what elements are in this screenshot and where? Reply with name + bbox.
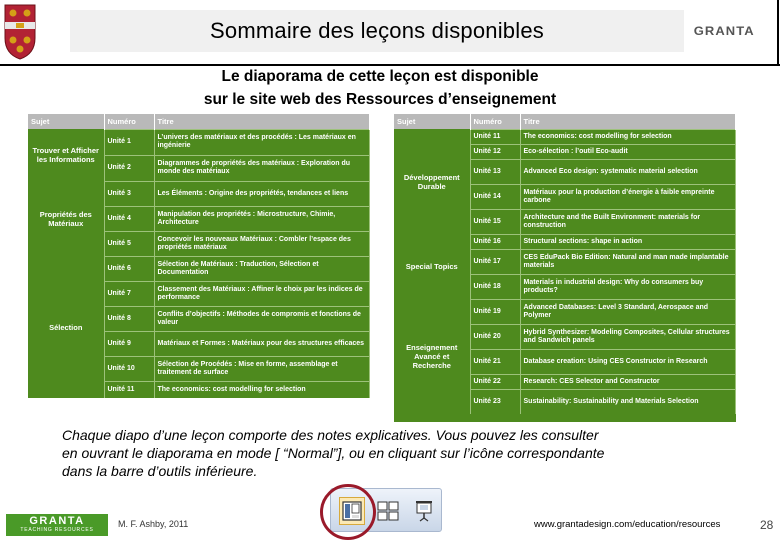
- slide-show-button[interactable]: [411, 497, 437, 525]
- lesson-title: Database creation: Using CES Constructor in Research: [520, 349, 736, 374]
- unit-number: Unité 1: [104, 129, 154, 155]
- lesson-title: Materials in industrial design: Why do consumers buy products?: [520, 274, 736, 299]
- page-number: 28: [760, 518, 774, 532]
- unit-number: Unité 14: [470, 184, 520, 209]
- lesson-title: Classement des Matériaux : Affiner le choix par les indices de performance: [154, 281, 370, 306]
- unit-number: Unité 13: [470, 159, 520, 184]
- unit-number: Unité 16: [470, 234, 520, 249]
- column-header-number: Numéro: [104, 114, 154, 129]
- unit-number: Unité 8: [104, 306, 154, 331]
- unit-number: Unité 10: [104, 356, 154, 381]
- slide-sorter-button[interactable]: [375, 497, 401, 525]
- header-divider: [0, 64, 780, 66]
- lesson-title: Sélection de Procédés : Mise en forme, assemblage et traitement de surface: [154, 356, 370, 381]
- granta-logo-tagline: TEACHING RESOURCES: [20, 527, 94, 533]
- column-header-title: Titre: [520, 114, 736, 129]
- title-bar: [70, 10, 684, 52]
- author-credit: M. F. Ashby, 2011: [118, 519, 189, 529]
- lesson-title: Hybrid Synthesizer: Modeling Composites, Cellular structures and Sandwich panels: [520, 324, 736, 349]
- column-header-title: Titre: [154, 114, 370, 129]
- unit-number: Unité 4: [104, 206, 154, 231]
- unit-number: Unité 9: [104, 331, 154, 356]
- lesson-title: Manipulation des propriétés : Microstructure, Chimie, Architecture: [154, 206, 370, 231]
- page-title: Sommaire des leçons disponibles: [210, 18, 544, 43]
- lesson-title: Structural sections: shape in action: [520, 234, 736, 249]
- subtitle-line-2: sur le site web des Ressources d’enseignement: [203, 91, 557, 108]
- lesson-title: Matériaux et Formes : Matériaux pour des structures efficaces: [154, 331, 370, 356]
- unit-number: Unité 20: [470, 324, 520, 349]
- subject-cell: Propriétés des Matériaux: [28, 181, 104, 256]
- unit-number: Unité 3: [104, 181, 154, 206]
- slide-sorter-icon: [377, 501, 399, 521]
- lesson-title: Sustainability: Sustainability and Materials Selection: [520, 389, 736, 414]
- granta-logo-top: GRANTA: [693, 24, 755, 38]
- unit-number: Unité 12: [470, 144, 520, 159]
- column-header-subject: Sujet: [28, 114, 104, 129]
- lessons-table-left: [28, 114, 370, 398]
- lesson-title: CES EduPack Bio Edition: Natural and man made implantable materials: [520, 249, 736, 274]
- explanatory-note: [62, 426, 752, 480]
- unit-number: Unité 7: [104, 281, 154, 306]
- lesson-title: Conflits d’objectifs : Méthodes de compromis et fonctions de valeur: [154, 306, 370, 331]
- table-row: [28, 181, 370, 206]
- lesson-title: Advanced Eco design: systematic material selection: [520, 159, 736, 184]
- lesson-title: The economics: cost modelling for selection: [154, 381, 370, 398]
- lesson-title: Advanced Databases: Level 3 Standard, Aerospace and Polymer: [520, 299, 736, 324]
- table-row: [394, 129, 736, 144]
- granta-logo-footer: [6, 514, 108, 536]
- unit-number: Unité 15: [470, 209, 520, 234]
- subject-cell: Développement Durable: [394, 129, 470, 234]
- unit-number: Unité 11: [104, 381, 154, 398]
- unit-number: Unité 21: [470, 349, 520, 374]
- lesson-title: The economics: cost modelling for selection: [520, 129, 736, 144]
- unit-number: Unité 17: [470, 249, 520, 274]
- lesson-title: Architecture and the Built Environment: materials for construction: [520, 209, 736, 234]
- column-header-subject: Sujet: [394, 114, 470, 129]
- highlight-circle: [320, 484, 376, 540]
- unit-number: Unité 2: [104, 155, 154, 181]
- note-line-3: dans la barre d’outils inférieure.: [62, 463, 258, 479]
- resources-link[interactable]: www.grantadesign.com/education/resources: [534, 519, 721, 530]
- unit-number: Unité 5: [104, 231, 154, 256]
- subtitle-line-1: Le diaporama de cette leçon est disponible: [221, 68, 539, 85]
- unit-number: Unité 19: [470, 299, 520, 324]
- granta-logo-text: GRANTA: [29, 515, 85, 527]
- lesson-title: L’univers des matériaux et des procédés : Les matériaux en ingénierie: [154, 129, 370, 155]
- unit-number: Unité 11: [470, 129, 520, 144]
- university-crest-icon: [4, 4, 36, 60]
- column-header-number: Numéro: [470, 114, 520, 129]
- unit-number: Unité 6: [104, 256, 154, 281]
- table-row: [28, 256, 370, 281]
- unit-number: Unité 23: [470, 389, 520, 414]
- subject-cell: Sélection: [28, 256, 104, 398]
- lesson-title: Diagrammes de propriétés des matériaux : Exploration du monde des matériaux: [154, 155, 370, 181]
- table-row: [394, 234, 736, 249]
- lessons-table-right: [394, 114, 736, 422]
- unit-number: Unité 18: [470, 274, 520, 299]
- lesson-title: Research: CES Selector and Constructor: [520, 374, 736, 389]
- lesson-title: Les Éléments : Origine des propriétés, tendances et liens: [154, 181, 370, 206]
- table-row: [28, 129, 370, 155]
- table-row: [394, 299, 736, 324]
- subject-cell: Trouver et Afficher les Informations: [28, 129, 104, 181]
- unit-number: Unité 22: [470, 374, 520, 389]
- subject-cell: Special Topics: [394, 234, 470, 299]
- lesson-title: Matériaux pour la production d’énergie à faible empreinte carbone: [520, 184, 736, 209]
- frame-edge: [777, 0, 779, 66]
- lesson-title: Sélection de Matériaux : Traduction, Sélection et Documentation: [154, 256, 370, 281]
- subject-cell: Enseignement Avancé et Recherche: [394, 299, 470, 414]
- lesson-title: Eco-sélection : l’outil Eco-audit: [520, 144, 736, 159]
- note-line-1: Chaque diapo d’une leçon comporte des notes explicatives. Vous pouvez les consulter: [62, 427, 599, 443]
- note-line-2: en ouvrant le diaporama en mode [ “Normal”], ou en cliquant sur l’icône correspondante: [62, 445, 605, 461]
- lesson-title: Concevoir les nouveaux Matériaux : Combler l’espace des propriétés matériaux: [154, 231, 370, 256]
- slide-show-icon: [414, 500, 434, 522]
